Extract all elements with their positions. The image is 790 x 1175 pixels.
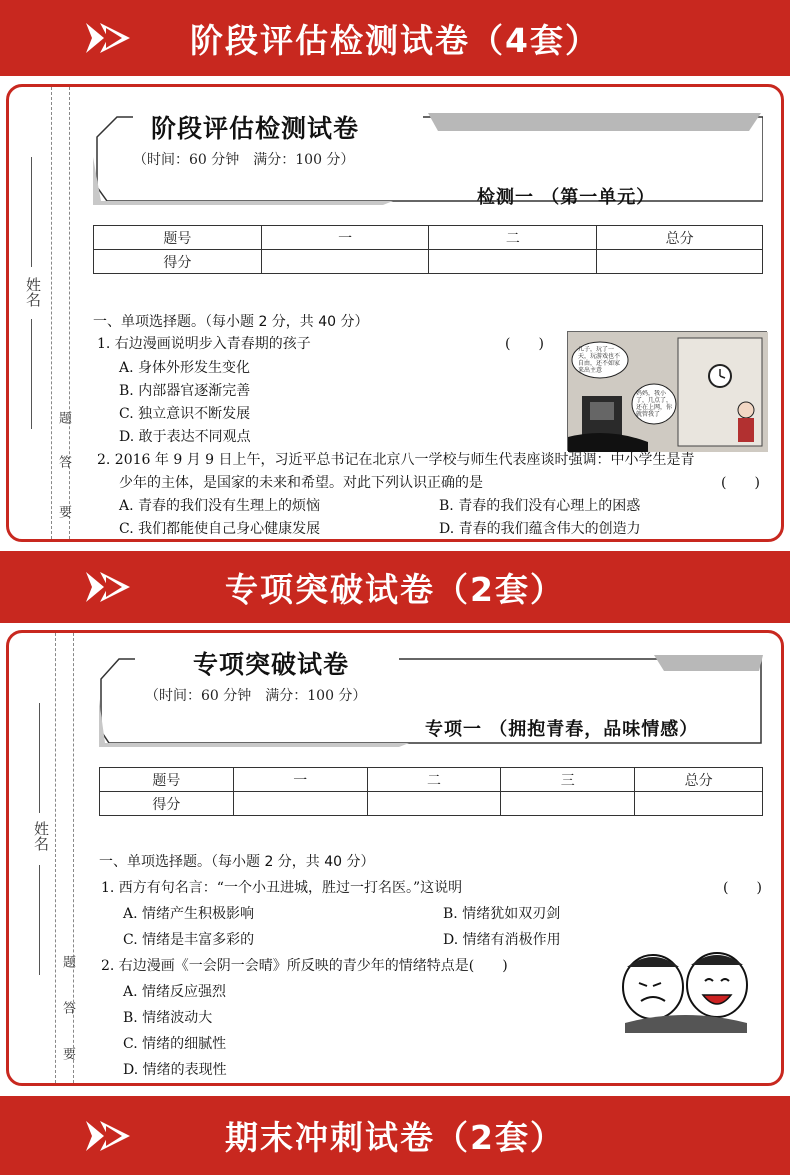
table-row <box>94 226 763 250</box>
option-a: A. 情绪反应强烈 <box>123 984 227 1000</box>
table-cell: 得分 <box>94 250 262 274</box>
answer-paren: ( ) <box>721 475 760 491</box>
answer-paren: ( ) <box>723 880 762 896</box>
table-cell <box>367 792 501 816</box>
double-arrow-icon <box>86 23 138 53</box>
banner-stage-tests <box>0 0 790 76</box>
section-heading: 一、单项选择题。（每小题 2 分，共 40 分） <box>93 314 369 330</box>
option-a: A. 青春的我们没有生理上的烦恼 <box>119 498 321 514</box>
table-cell: 二 <box>367 768 501 792</box>
option-b: B. 情绪波动大 <box>123 1010 213 1026</box>
option-d: D. 情绪的表现性 <box>123 1062 227 1078</box>
table-cell <box>597 250 763 274</box>
double-arrow-icon <box>86 1121 138 1151</box>
binding-margin <box>9 87 79 539</box>
option-b: B. 青春的我们没有心理上的困惑 <box>439 498 641 514</box>
table-cell <box>261 250 429 274</box>
speech-bubble-parent: 儿子，玩了一天，玩游戏也不自由，还不如家来出主意 <box>578 346 621 374</box>
table-cell: 题号 <box>94 226 262 250</box>
question-2: 2. 2016 年 9 月 9 日上午，习近平总书记在北京八一学校与师生代表座谈时强调：中小学生是青 <box>97 452 695 468</box>
name-label: 姓名 <box>24 277 42 307</box>
option-d: D. 情绪有消极作用 <box>443 932 561 948</box>
table-cell: 总分 <box>635 768 763 792</box>
question-2: 2. 右边漫画《一会阴一会晴》所反映的青少年的情绪特点是( ) <box>101 958 508 974</box>
option-c: C. 情绪的细腻性 <box>123 1036 227 1052</box>
section-heading: 一、单项选择题。（每小题 2 分，共 40 分） <box>99 854 375 870</box>
option-b: B. 情绪犹如双刃剑 <box>443 906 561 922</box>
name-blank-line <box>39 703 40 813</box>
binding-line <box>69 87 70 539</box>
name-blank-line <box>31 157 32 267</box>
cartoon-drawing <box>605 943 767 1033</box>
margin-char-yao: 要 <box>60 1047 75 1060</box>
double-arrow-icon <box>86 572 138 602</box>
table-cell: 总分 <box>597 226 763 250</box>
question-1: 1. 右边漫画说明步入青春期的孩子 <box>97 336 311 352</box>
table-cell: 三 <box>501 768 635 792</box>
option-d: D. 敢于表达不同观点 <box>119 429 251 445</box>
name-blank-line <box>31 319 32 429</box>
table-cell: 一 <box>261 226 429 250</box>
table-cell: 一 <box>233 768 367 792</box>
option-a: A. 情绪产生积极影响 <box>123 906 255 922</box>
table-row <box>100 792 763 816</box>
table-cell: 二 <box>429 226 597 250</box>
score-table <box>99 767 763 816</box>
banner-title: 期末冲刺试卷（2套） <box>225 1118 565 1157</box>
cartoon-image-parent-child <box>567 331 767 451</box>
banner-title: 阶段评估检测试卷（4套） <box>190 20 600 60</box>
name-label: 姓名 <box>32 821 50 851</box>
table-cell: 题号 <box>100 768 234 792</box>
banner-final-tests <box>0 1096 790 1175</box>
question-1: 1. 西方有句名言：“一个小丑进城，胜过一打名医。”这说明 <box>101 880 463 896</box>
paper-time-limit: （时间：60 分钟 满分：100 分） <box>133 152 355 168</box>
paper-header <box>99 643 765 747</box>
table-row <box>100 768 763 792</box>
margin-char-ti: 题 <box>60 955 75 968</box>
margin-char-ti: 题 <box>56 411 71 424</box>
paper-subtitle: 检测一 （第一单元） <box>477 187 656 208</box>
paper-header <box>93 97 763 207</box>
table-cell <box>635 792 763 816</box>
paper-preview-stage <box>6 84 784 542</box>
question-2-cont: 少年的主体，是国家的未来和希望。对此下列认识正确的是 <box>119 475 483 491</box>
table-cell: 得分 <box>100 792 234 816</box>
speech-bubble-child: 妈妈，我小了，几点了，还在上网，你就管我了 <box>636 390 673 418</box>
paper-time-limit: （时间：60 分钟 满分：100 分） <box>145 688 367 704</box>
option-d: D. 青春的我们蕴含伟大的创造力 <box>439 521 641 537</box>
binding-line <box>55 633 56 1083</box>
paper-preview-special <box>6 630 784 1086</box>
score-table <box>93 225 763 274</box>
option-b: B. 内部器官逐渐完善 <box>119 383 251 399</box>
margin-char-da: 答 <box>60 1001 75 1014</box>
paper-title: 专项突破试卷 <box>193 650 350 679</box>
option-a: A. 身体外形发生变化 <box>119 360 251 376</box>
paper-title: 阶段评估检测试卷 <box>151 114 360 143</box>
margin-char-yao: 要 <box>56 505 71 518</box>
margin-char-da: 答 <box>56 455 71 468</box>
paper-subtitle: 专项一 （拥抱青春，品味情感） <box>425 719 699 740</box>
table-cell <box>233 792 367 816</box>
binding-line <box>51 87 52 539</box>
table-cell <box>429 250 597 274</box>
option-c: C. 独立意识不断发展 <box>119 406 251 422</box>
table-cell <box>501 792 635 816</box>
banner-special-tests <box>0 551 790 623</box>
cartoon-image-two-faces <box>605 943 767 1033</box>
name-blank-line <box>39 865 40 975</box>
binding-line <box>73 633 74 1083</box>
option-c: C. 我们都能使自己身心健康发展 <box>119 521 321 537</box>
table-row <box>94 250 763 274</box>
option-c: C. 情绪是丰富多彩的 <box>123 932 255 948</box>
banner-title: 专项突破试卷（2套） <box>225 569 565 609</box>
binding-margin <box>9 633 79 1083</box>
answer-paren: ( ) <box>505 336 544 352</box>
